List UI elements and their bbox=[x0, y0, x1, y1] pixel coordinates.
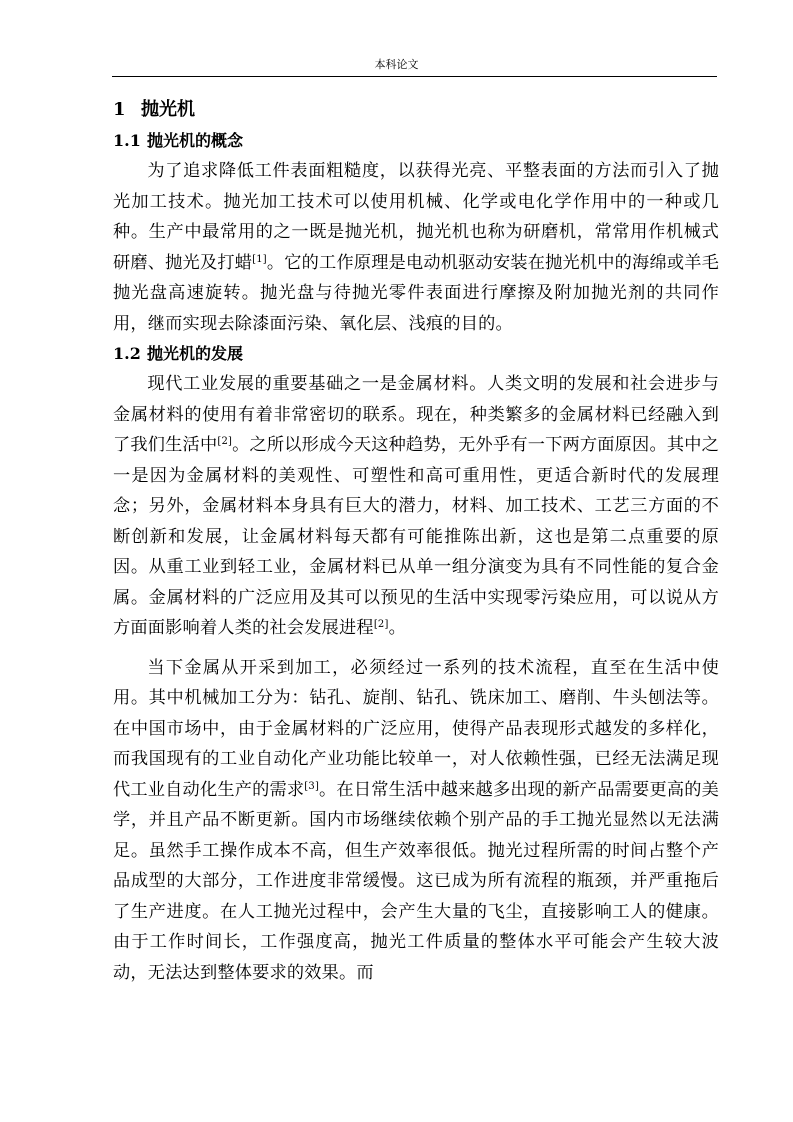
paragraph-text: 。它的工作原理是电动机驱动安装在抛光机中的海绵或羊毛抛光盘高速旋转。抛光盘与待抛光零件表面进行摩擦及附加抛光剂的共同作用，继而实现去除漆面污染、氧化层、浅痕的目的。 bbox=[113, 252, 720, 334]
document-body bbox=[113, 93, 719, 988]
paragraph-concept bbox=[113, 156, 719, 339]
paragraph-text: 。 bbox=[388, 618, 406, 638]
citation-ref[interactable]: [1] bbox=[252, 253, 267, 265]
section-number: 1.2 bbox=[113, 344, 141, 363]
paragraph-text: 现代工业发展的重要基础之一是金属材料。人类文明的发展和社会进步与金属材料的使用有着非常密切的联系。现在，种类繁多的金属材料已经融入到了我们生活中 bbox=[113, 374, 719, 455]
header-rule bbox=[112, 76, 717, 77]
section-title: 抛光机的发展 bbox=[147, 344, 244, 363]
chapter-number: 1 bbox=[113, 99, 126, 120]
citation-ref[interactable]: [2] bbox=[217, 436, 233, 447]
chapter-heading bbox=[113, 93, 719, 126]
running-header: 本科论文 bbox=[374, 58, 419, 71]
citation-ref[interactable]: [2] bbox=[373, 619, 389, 630]
section-heading-1-1 bbox=[113, 126, 719, 156]
section-title: 抛光机的概念 bbox=[147, 131, 244, 150]
paragraph-text: 。在日常生活中越来越多出现的新产品需要更高的美学，并且产品不断更新。国内市场继续依赖个别产品的手工抛光显然以无法满足。虽然手工操作成本不高，但生产效率很低。抛光过程所需的时间占整个产品成型的大部分，工作进度非常缓慢。这已成为所有流程的瓶颈，并严重拖后了生产进度。在人工抛光过程中，会产生大量的飞尘，直接影响工人的健康。由于工作时间长，工作强度高，抛光工件质量的整体水平可能会产生较大波动，无法达到整体要求的效果。而 bbox=[113, 779, 719, 983]
section-heading-1-2 bbox=[113, 339, 719, 369]
paragraph-development-2 bbox=[113, 653, 719, 989]
paragraph-text: 为了追求降低工件表面粗糙度，以获得光亮、平整表面的方法而引入了抛光加工技术。抛光加工技术可以使用机械、化学或电化学作用中的一种或几种。生产中最常用的之一既是抛光机，抛光机也称为研磨机，常常用作机械式研磨、抛光及打蜡 bbox=[113, 161, 719, 273]
chapter-title: 抛光机 bbox=[141, 99, 195, 120]
paragraph-text: 。之所以形成今天这种趋势，无外乎有一下两方面原因。其中之一是因为金属材料的美观性、可塑性和高可重用性，更适合新时代的发展理念；另外，金属材料本身具有巨大的潜力，材料、加工技术、工艺三方面的不断创新和发展，让金属材料每天都有可能推陈出新，这也是第二点重要的原因。从重工业到轻工业，金属材料已从单一组分演变为具有不同性能的复合金属。金属材料的广泛应用及其可以预见的生活中实现零污染应用，可以说从方方面面影响着人类的社会发展进程 bbox=[113, 435, 720, 638]
paragraph-development-1 bbox=[113, 369, 719, 644]
section-number: 1.1 bbox=[113, 131, 141, 150]
citation-ref[interactable]: [3] bbox=[304, 780, 320, 792]
paragraph-text: 当下金属从开采到加工，必须经过一系列的技术流程，直至在生活中使用。其中机械加工分为：钻孔、旋削、钻孔、铣床加工、磨削、牛头刨法等。在中国市场中，由于金属材料的广泛应用，使得产品表现形式越发的多样化，而我国现有的工业自动化产业功能比较单一，对人依赖性强，已经无法满足现代工业自动化生产的需求 bbox=[113, 657, 719, 800]
